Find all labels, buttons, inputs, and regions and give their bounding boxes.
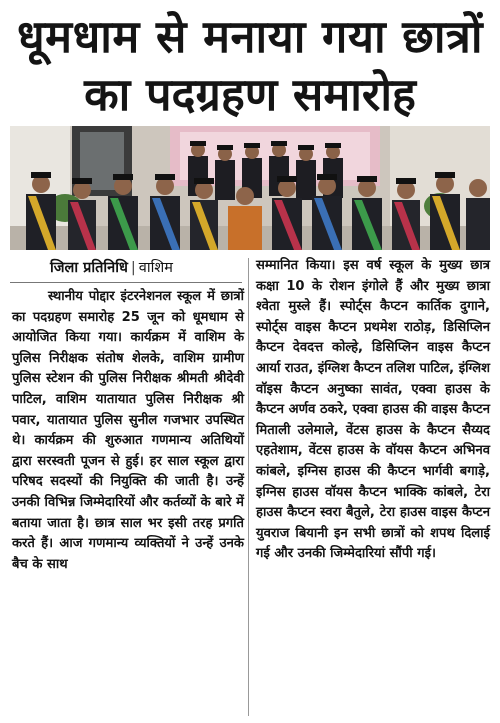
column-divider xyxy=(248,258,249,716)
group-photo xyxy=(10,126,490,250)
group-photo-illustration xyxy=(10,126,490,250)
byline-rule xyxy=(10,282,242,283)
byline xyxy=(50,257,173,279)
headline xyxy=(0,8,500,124)
byline-label: जिला प्रतिनिधि xyxy=(50,260,128,276)
article-right-column: सम्मानित किया। इस वर्ष स्कूल के मुख्य छात्र कक्षा 10 के रोशन इंगोले हैं और मुख्य छात्रा श्वेता मुस्ले हैं। स्पोर्ट्स कैप्टन कार्तिक दुगाने, स्पोर्ट्स वाइस कैप्टन प्रथमेश राठोड़, डिसिप्लिन कैप्टन देवदत्त कोल्हे, डिसिप्लिन वाइस कैप्टन आर्या राउत, इंग्लिश कैप्टन तलिश पाटिल, इंग्लिश वॉइस कैप्टन अनुष्का सावंत, एक्वा हाउस के कैप्टन अर्णव ठकरे, एक्वा हाउस की वाइस कैप्टन मिताली उलेमाले, वेंटस हाउस के कैप्टन सैय्यद एहतेशाम, वेंटस हाउस के वॉयस कैप्टन अभिनव कांबले, इग्निस हाउस की कैप्टन भार्गवी बगाड़े, इग्निस हाउस वॉयस कैप्टन भाक्कि कांबले, टेरा हाउस कैप्टन स्वरा बैतुले, टेरा हाउस वाइस कैप्टन युवराज बियानी इन सभी छात्रों को शपथ दिलाई गई और उनकी जिम्मेदारियां सौंपी गई। xyxy=(256,258,490,562)
byline-place: वाशिम xyxy=(138,260,173,276)
byline-separator: | xyxy=(130,260,136,276)
headline-line-2: का पदग्रहण समारोह xyxy=(84,68,416,121)
article-left-column: स्थानीय पोद्दार इंटरनेशनल स्कूल में छात्रों का पदग्रहण समारोह 25 जून को धूमधाम से आयोजित किया गया। कार्यक्रम में वाशिम के पुलिस निरीक्षक संतोष शेलके, वाशिम ग्रामीण पुलिस स्टेशन की पुलिस निरीक्षक श्रीमती श्रीदेवी पाटिल, वाशिम यातायात पुलिस निरीक्षक श्री पवार, यातायात पुलिस सुनील गजभार उपस्थित थे। कार्यक्रम की शुरुआत गणमान्य अतिथियों द्वारा सरस्वती पूजन से हुई। हर साल स्कूल द्वारा परिषद सदस्यों की नियुक्ति की जाती है। उन्हें उनकी विभिन्न जिम्मेदारियों और कर्तव्यों के बारे में बताया जाता है। छात्र साल भर इसी तरह प्रगति करते हैं। आज गणमान्य व्यक्तियों ने उन्हें उनके बैच के साथ xyxy=(12,289,244,572)
headline-line-1: धूमधाम से मनाया गया छात्रों xyxy=(17,10,483,63)
